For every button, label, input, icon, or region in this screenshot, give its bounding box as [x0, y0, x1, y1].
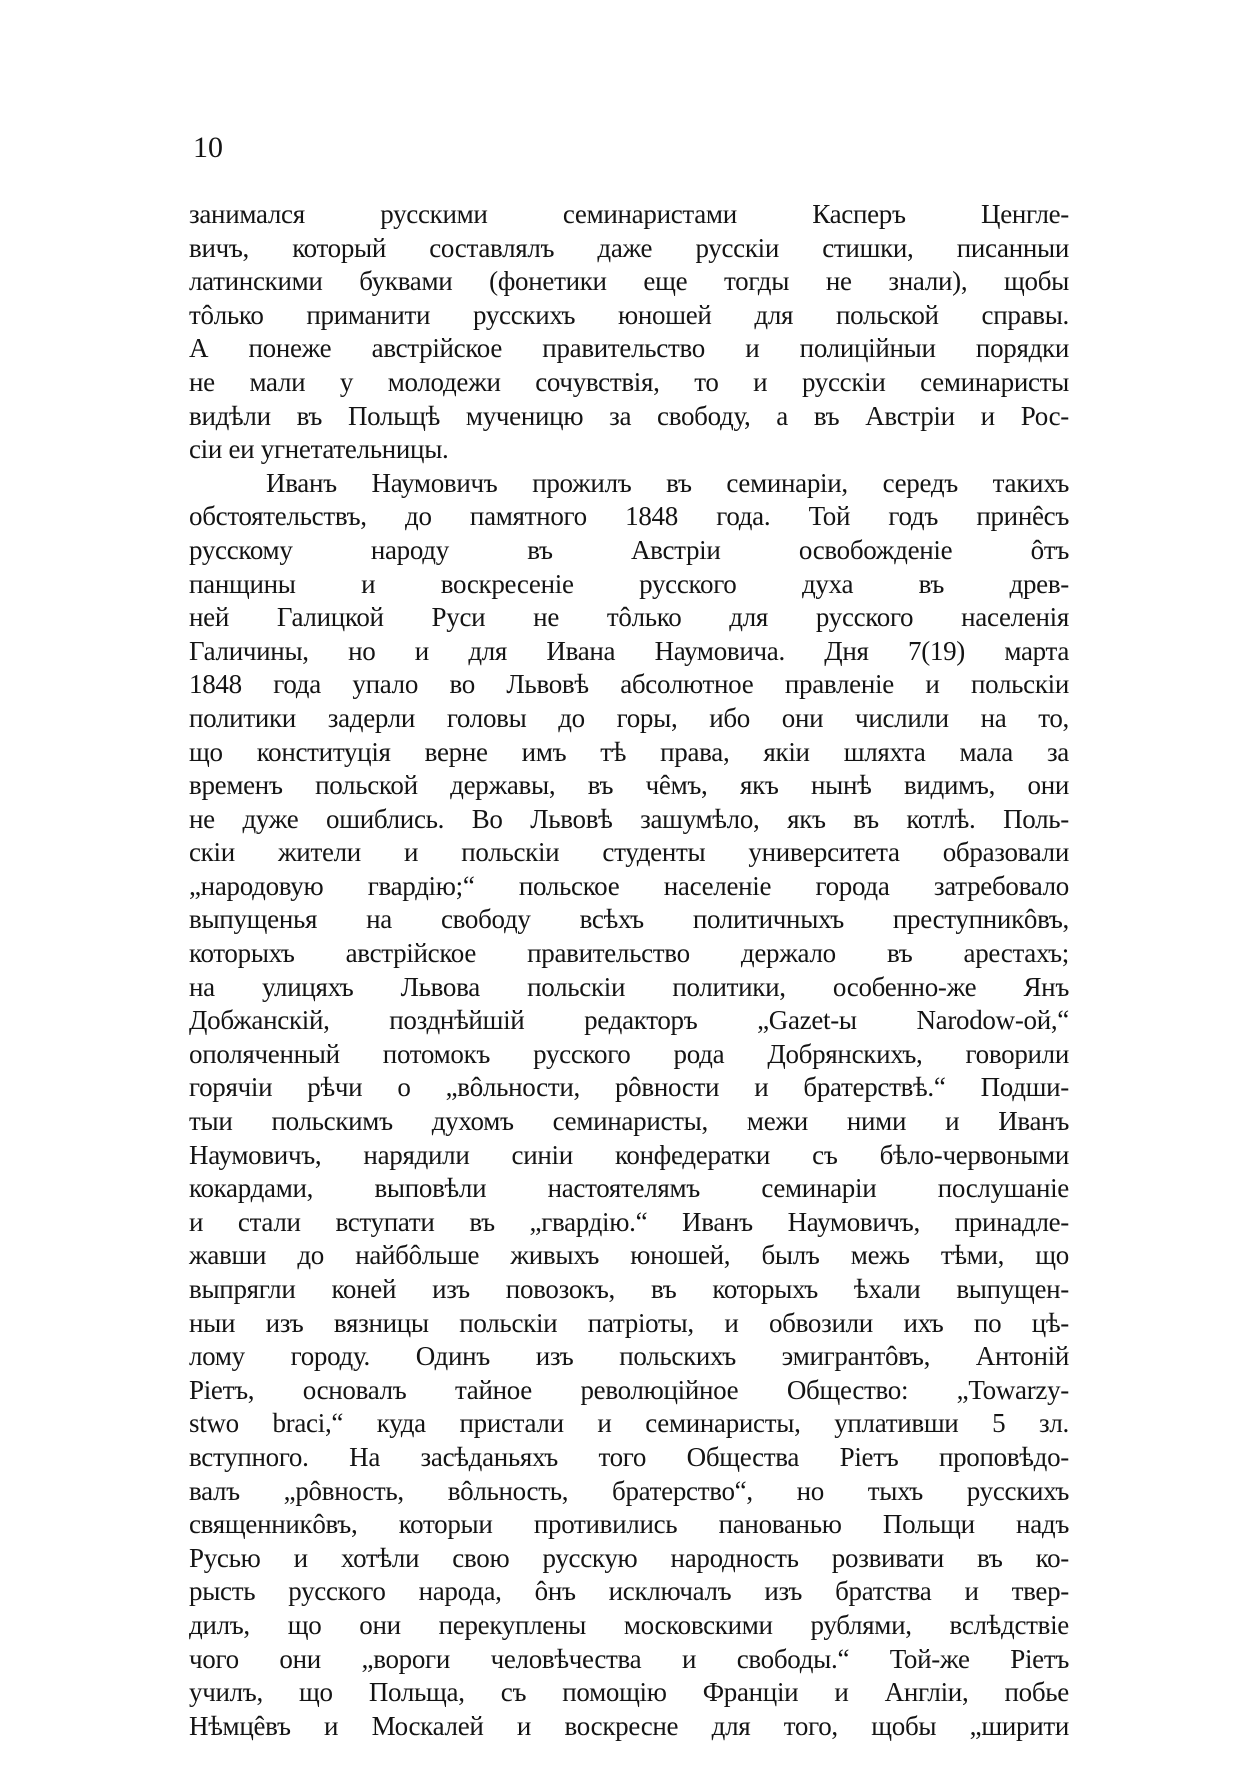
text-line: ныи изъ вязницы польскіи патріоты, и обвозили ихъ по цѣ-	[189, 1307, 1069, 1338]
text-line: Галичины, но и для Ивана Наумовича. Дня 7(19) марта	[189, 635, 1069, 666]
text-line: вступного. На засѣданьяхъ того Общества Ріетъ проповѣдо-	[189, 1441, 1069, 1472]
text-line: stwo braci,“ куда пристали и семинаристы, уплативши 5 зл.	[189, 1408, 1069, 1439]
text-line: которыхъ австрійское правительство держало въ арестахъ;	[189, 938, 1069, 969]
text-line: временъ польской державы, въ чêмъ, якъ нынѣ видимъ, они	[189, 770, 1069, 801]
text-line: не дуже ошиблись. Во Львовѣ зашумѣло, якъ въ котлѣ. Поль-	[189, 803, 1069, 834]
text-line: ней Галицкой Руси не тôлько для русского населенія	[189, 602, 1069, 633]
text-line: дилъ, що они перекуплены московскими рублями, вслѣдствіе	[189, 1609, 1069, 1640]
text-line: лому городу. Одинъ изъ польскихъ эмигрантôвъ, Антоній	[189, 1341, 1069, 1372]
text-line: Добжанскій, позднѣйшій редакторъ „Gazet-ы Narodow-ой,“	[189, 1005, 1069, 1036]
text-line: видѣли въ Польщѣ мученицю за свободу, а въ Австріи и Рос-	[189, 400, 1069, 431]
text-line: ополяченный потомокъ русского рода Добрянскихъ, говорили	[189, 1038, 1069, 1069]
text-line: выпущенья на свободу всѣхъ политичныхъ преступникôвъ,	[189, 904, 1069, 935]
text-line: сіи еи угнетательницы.	[189, 434, 449, 465]
text-line: Нѣмцêвъ и Москалей и воскресне для того, щобы „ширити	[189, 1710, 1069, 1741]
text-line: Ріетъ, основалъ тайное революцiйное Общество: „Towarzy-	[189, 1374, 1069, 1405]
text-line: жавши до найбôльше живыхъ юношей, былъ межь тѣми, що	[189, 1240, 1069, 1271]
text-line: що конституція верне имъ тѣ права, якіи шляхта мала за	[189, 736, 1069, 767]
text-line: русскому народу въ Австріи освобожденіе ôтъ	[189, 534, 1069, 565]
text-line: и стали вступати въ „гвардію.“ Иванъ Наумовичъ, принадле-	[189, 1206, 1069, 1237]
text-line: на улицяхъ Львова польскіи политики, особенно-же Янъ	[189, 971, 1069, 1002]
text-line: рысть русского народа, ôнъ исключалъ изъ братства и твер-	[189, 1576, 1069, 1607]
text-line: священникôвъ, которыи противились панованью Польщи надъ	[189, 1509, 1069, 1540]
text-line: выпрягли коней изъ повозокъ, въ которыхъ ѣхали выпущен-	[189, 1274, 1069, 1304]
text-line: панщины и воскресеніе русского духа въ древ-	[189, 568, 1069, 599]
text-line: политики задерли головы до горы, ибо они числили на то,	[189, 702, 1069, 733]
text-line: скіи жители и польскіи студенты университета образовали	[189, 837, 1069, 868]
text-line: обстоятельствъ, до памятного 1848 года. Той годъ принêсъ	[189, 501, 1069, 532]
text-line: чого они „вороги человѣчества и свободы.“ Той-же Ріетъ	[189, 1643, 1069, 1674]
text-line: „народовую гвардію;“ польское населеніе города затребовало	[189, 870, 1069, 901]
text-line: вичъ, который составлялъ даже русскіи стишки, писанныи	[189, 232, 1069, 263]
text-line: валъ „рôвность, вôльность, братерство“, но тыхъ русскихъ	[189, 1475, 1069, 1506]
text-line: горячіи рѣчи о „вôльности, рôвности и братерствѣ.“ Подши-	[189, 1072, 1069, 1103]
text-line: Русью и хотѣли свою русскую народность розвивати въ ко-	[189, 1542, 1069, 1573]
text-line: Наумовичъ, нарядили синіи конфедератки съ бѣло-червоными	[189, 1139, 1069, 1170]
text-line: латинскими буквами (фонетики еще тогды не знали), щобы	[189, 266, 1069, 297]
text-line: не мали у молодежи сочувствія, то и русскіи семинаристы	[189, 366, 1069, 397]
text-line: тыи польскимъ духомъ семинаристы, межи ними и Иванъ	[189, 1106, 1069, 1137]
text-line: Иванъ Наумовичъ прожилъ въ семинаріи, середъ такихъ	[266, 467, 1069, 498]
text-line: училъ, що Польща, съ помощію Франціи и Англіи, побье	[189, 1677, 1069, 1708]
text-line: тôлько приманити русскихъ юношей для польской справы.	[189, 299, 1069, 330]
body-text	[189, 198, 1069, 1743]
text-line: А понеже австрійское правительство и полицiйныи порядки	[189, 333, 1069, 364]
text-line: кокардами, выповѣли настоятелямъ семинаріи послушаніе	[189, 1173, 1069, 1204]
text-line: занимался русскими семинаристами Касперъ Ценгле-	[189, 199, 1069, 229]
text-line: 1848 года упало во Львовѣ абсолютное правленіе и польскіи	[189, 669, 1069, 700]
page-number: 10	[193, 131, 223, 164]
